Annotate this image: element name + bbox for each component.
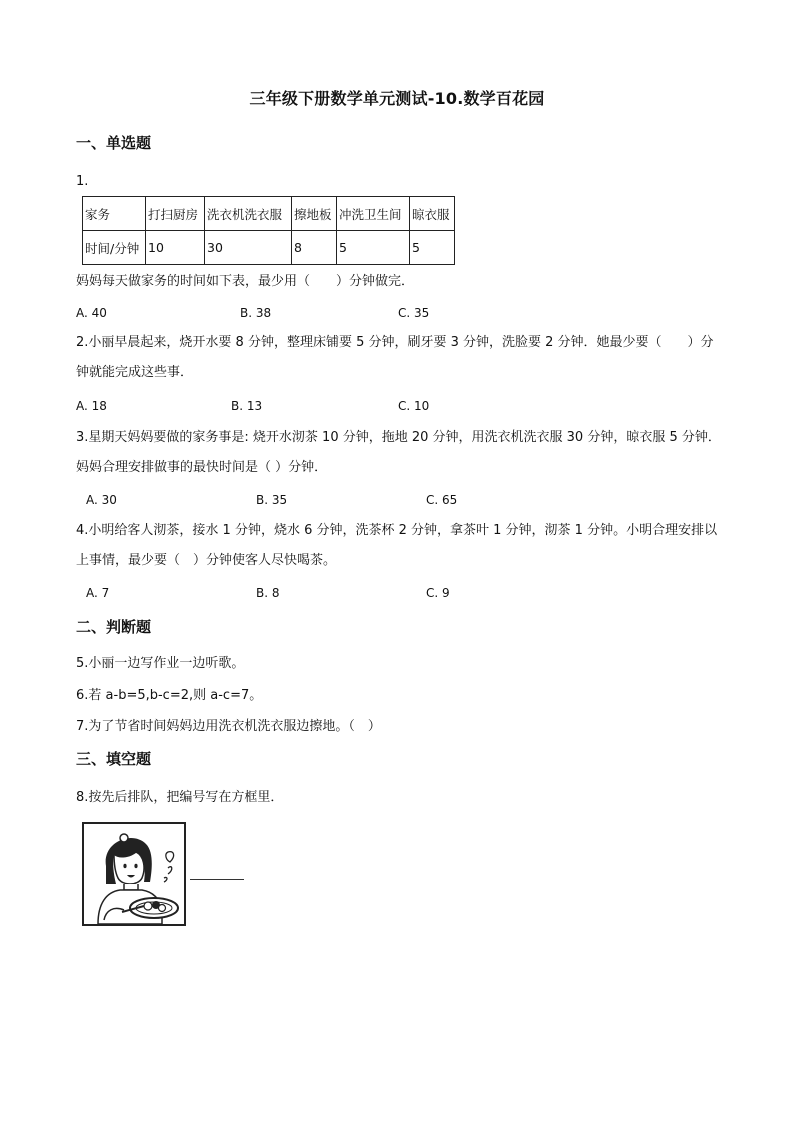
question-8-text: 8.按先后排队，把编号写在方框里．	[76, 790, 284, 805]
page-title: 三年级下册数学单元测试-10.数学百花园	[249, 89, 545, 108]
option-b: B. 8	[256, 586, 280, 600]
option-b: B. 13	[231, 399, 263, 413]
option-c: C. 65	[426, 493, 458, 507]
table-cell: 晾衣服	[410, 197, 455, 231]
table-header-row	[83, 197, 455, 231]
table-cell: 5	[410, 231, 455, 265]
section-heading-fill-in: 三、填空题	[76, 750, 152, 768]
question-7-text: 7.为了节省时间妈妈边用洗衣机洗衣服边擦地。（ ）	[76, 719, 381, 734]
question-5-text: 5.小丽一边写作业一边听歌。	[76, 656, 245, 671]
section-heading-single-choice: 一、单选题	[76, 134, 152, 152]
section-heading-true-false: 二、判断题	[76, 618, 152, 636]
answer-blank[interactable]	[190, 879, 244, 880]
option-a: A. 18	[76, 399, 107, 413]
question-6-text: 6.若 a-b=5,b-c=2,则 a-c=7。	[76, 688, 263, 703]
question-1-text: 妈妈每天做家务的时间如下表，最少用（ ）分钟做完．	[76, 274, 415, 289]
option-c: C. 9	[426, 586, 450, 600]
question-1-number: 1.	[76, 174, 89, 189]
table-cell: 家务	[83, 197, 146, 231]
table-row	[83, 231, 455, 265]
table-cell: 时间/分钟	[83, 231, 146, 265]
chores-time-table	[82, 196, 455, 265]
question-3-text: 3.星期天妈妈要做的家务事是: 烧开水沏茶 10 分钟，拖地 20 分钟，用洗衣机洗衣服 30 分钟，晾衣服 5 分钟．妈妈合理安排做事的最快时间是（ ）分钟．	[76, 430, 721, 475]
table-cell: 擦地板	[292, 197, 337, 231]
question-4-text: 4.小明给客人沏茶，接水 1 分钟，烧水 6 分钟，洗茶杯 2 分钟，拿茶叶 1 分钟，沏茶 1 分钟。小明合理安排以上事情，最少要（ ）分钟使客人尽快喝茶。	[76, 523, 718, 568]
option-a: A. 7	[86, 586, 110, 600]
table-cell: 洗衣机洗衣服	[205, 197, 292, 231]
table-cell: 10	[146, 231, 205, 265]
question-2-text: 2.小丽早晨起来，烧开水要 8 分钟，整理床铺要 5 分钟，刷牙要 3 分钟，洗脸要 2 分钟．她最少要（ ）分钟就能完成这些事．	[76, 335, 714, 380]
table-cell: 打扫厨房	[146, 197, 205, 231]
option-c: C. 35	[398, 306, 430, 320]
table-cell: 冲洗卫生间	[337, 197, 410, 231]
table-cell: 8	[292, 231, 337, 265]
option-c: C. 10	[398, 399, 430, 413]
table-cell: 5	[337, 231, 410, 265]
woman-eating-icon	[84, 824, 184, 924]
table-cell: 30	[205, 231, 292, 265]
option-b: B. 35	[256, 493, 288, 507]
option-b: B. 38	[240, 306, 272, 320]
option-a: A. 30	[86, 493, 117, 507]
option-a: A. 40	[76, 306, 107, 320]
woman-eating-illustration	[82, 822, 186, 926]
